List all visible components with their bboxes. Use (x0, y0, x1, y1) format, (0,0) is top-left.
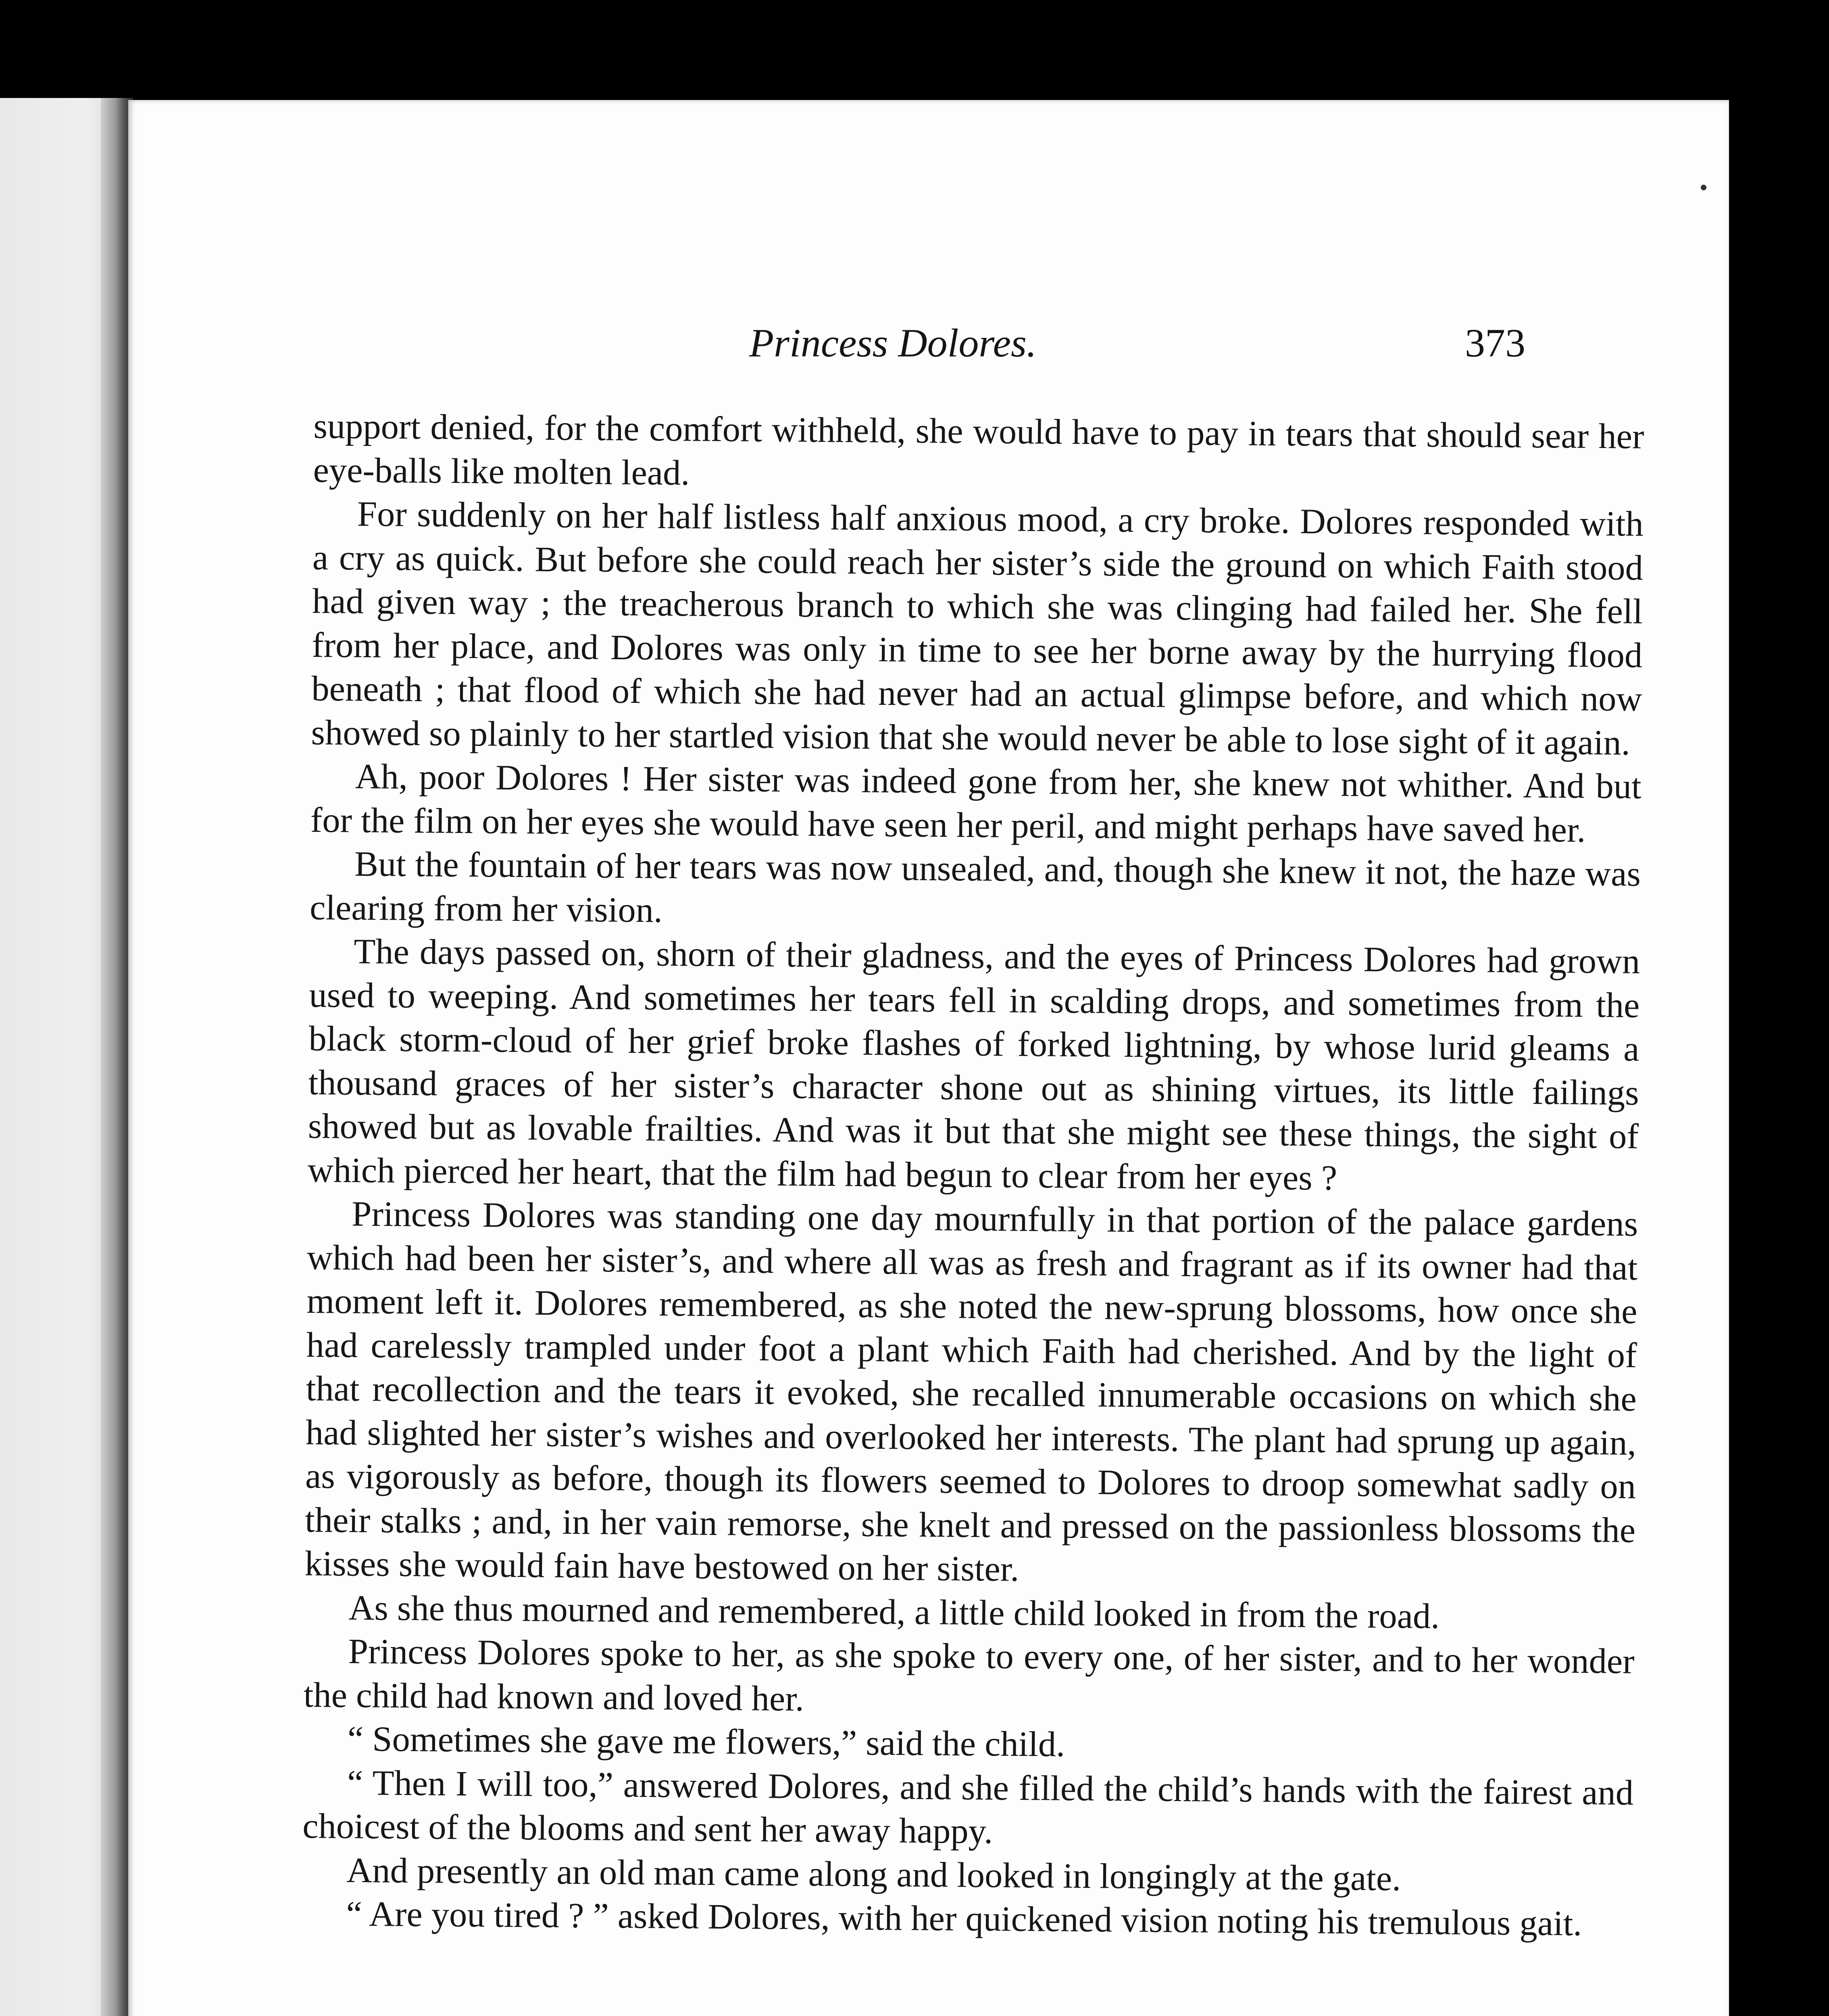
paragraph: For suddenly on her half listless half anxious mood, a cry broke. Dolores responded with a cry as quick. But before she could reach her sister’s side the ground on which Faith stood had given way ; the treacherous branch to which she was clinging had failed her. She fell from her place, and Dolores was only in time to see her borne away by the hurrying flood beneath ; that flood of which she had never had an actual glimpse before, and which now showed so plainly to her startled vision that she would never be able to lose sight of it again. (311, 494, 1644, 763)
paragraph: As she thus mourned and remembered, a little child looked in from the road. (348, 1588, 1440, 1636)
paragraph: “ Sometimes she gave me flowers,” said the child. (347, 1719, 1065, 1764)
paragraph: “ Are you tired ? ” asked Dolores, with her quickened vision noting his tremulous gait. (346, 1894, 1582, 1943)
paragraph: “ Then I will too,” answered Dolores, and she filled the child’s hands with the fairest and choicest of the blooms and sent her away happy. (302, 1763, 1634, 1851)
running-title: Princess Dolores. (749, 321, 1037, 365)
paragraph: The days passed on, shorn of their gladness, and the eyes of Princess Dolores had grown used to weeping. And sometimes her tears fell in scalding drops, and sometimes from the black storm-cloud of her grief broke flashes of forked lightning, by whose lurid gleams a thousand graces of her sister’s character shone out as shining virtues, its little failings showed but as lovable frailties. And was it but that she might see these things, the sight of which pierced her heart, that the film had begun to clear from her eyes ? (307, 931, 1640, 1198)
paragraph: Princess Dolores spoke to her, as she spoke to every one, of her sister, and to her wonder the child had known and loved her. (303, 1631, 1635, 1719)
paragraph: Princess Dolores was standing one day mournfully in that portion of the palace gardens which had been her sister’s, and where all was as fresh and fragrant as if its owner had that moment left it. Dolores remembered, as she noted the new-sprung blossoms, how once she had carelessly trampled under foot a plant which Faith had cherished. And by the light of that recollection and the tears it evoked, she recalled innumerable occasions on which she had slighted her sister’s wishes and overlooked her interests. The plant had sprung up again, as vigorously as before, though its flowers seemed to Dolores to droop somewhat sadly on their stalks ; and, in her vain remorse, she knelt and pressed on the passionless blossoms the kisses she would fain have bestowed on her sister. (304, 1194, 1638, 1589)
page-number: 373 (1465, 321, 1525, 365)
body-text (302, 404, 1644, 1946)
page-header (128, 320, 1729, 384)
paragraph: And presently an old man came along and looked in longingly at the gate. (346, 1850, 1401, 1898)
paragraph: But the fountain of her tears was now unsealed, and, though she knew it not, the haze was clearing from her vision. (309, 844, 1641, 930)
paper-speck (1701, 185, 1706, 190)
book-page (128, 100, 1729, 2016)
paragraph: Ah, poor Dolores ! Her sister was indeed gone from her, she knew not whither. And but for the film on her eyes she would have seen her peril, and might perhaps have saved her. (310, 756, 1642, 850)
paragraph: support denied, for the comfort withheld, she would have to pay in tears that should sear her eye-balls like molten lead. (313, 406, 1644, 493)
